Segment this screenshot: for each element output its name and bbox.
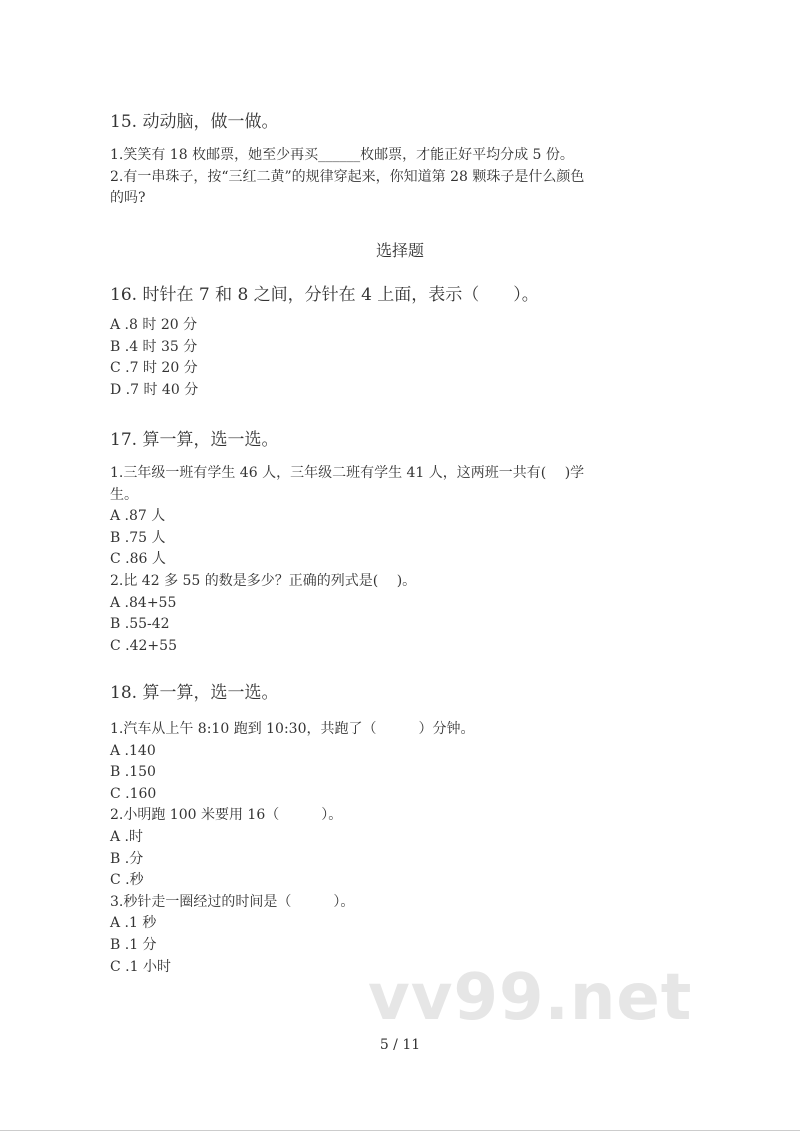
- option-c: C .42+55: [110, 637, 177, 654]
- question-heading: 18. 算一算，选一选。: [110, 683, 279, 703]
- option-a: A .87 人: [110, 508, 166, 525]
- question-17: [110, 429, 690, 657]
- option-c: C .7 时 20 分: [110, 360, 198, 377]
- section-title: 选择题: [375, 241, 424, 260]
- question-line: 生。: [110, 486, 138, 503]
- option-b: B .1 分: [110, 936, 157, 953]
- option-b: B .4 时 35 分: [110, 338, 198, 355]
- question-line: 1.汽车从上午 8:10 跑到 10:30，共跑了（ ）分钟。: [110, 721, 475, 737]
- question-line: 2.比 42 多 55 的数是多少？正确的列式是( )。: [110, 572, 417, 589]
- question-line: 1.笑笑有 18 枚邮票，她至少再买______枚邮票，才能正好平均分成 5 份。: [110, 147, 574, 163]
- option-c: C .1 小时: [110, 958, 171, 975]
- question-line: 1.三年级一班有学生 46 人，三年级二班有学生 41 人，这两班一共有( )学: [110, 465, 585, 481]
- option-a: A .140: [110, 742, 156, 759]
- option-c: C .秒: [110, 872, 144, 889]
- option-c: C .86 人: [110, 551, 166, 568]
- question-line: 2.小明跑 100 米要用 16（ ）。: [110, 807, 343, 824]
- question-heading: 15. 动动脑，做一做。: [110, 112, 279, 132]
- question-15: [110, 111, 690, 210]
- question-line: 的吗?: [110, 190, 146, 207]
- option-a: A .时: [110, 828, 144, 845]
- option-b: B .55-42: [110, 616, 170, 633]
- page-number: 5 / 11: [379, 1037, 421, 1053]
- option-b: B .75 人: [110, 529, 166, 546]
- option-a: A .84+55: [110, 594, 177, 611]
- question-line: 3.秒针走一圈经过的时间是（ ）。: [110, 893, 355, 910]
- option-a: A .1 秒: [110, 915, 157, 932]
- option-b: B .150: [110, 764, 156, 781]
- option-d: D .7 时 40 分: [110, 381, 199, 398]
- option-b: B .分: [110, 850, 144, 867]
- question-16: [110, 284, 690, 401]
- option-c: C .160: [110, 785, 157, 802]
- option-a: A .8 时 20 分: [110, 317, 198, 333]
- question-heading: 17. 算一算，选一选。: [110, 430, 279, 450]
- question-heading: 16. 时针在 7 和 8 之间，分针在 4 上面，表示（ ）。: [110, 285, 539, 305]
- question-18: [110, 682, 690, 978]
- watermark: vv99.net: [368, 966, 693, 1030]
- question-line: 2.有一串珠子，按“三红二黄”的规律穿起来，你知道第 28 颗珠子是什么颜色: [110, 168, 585, 185]
